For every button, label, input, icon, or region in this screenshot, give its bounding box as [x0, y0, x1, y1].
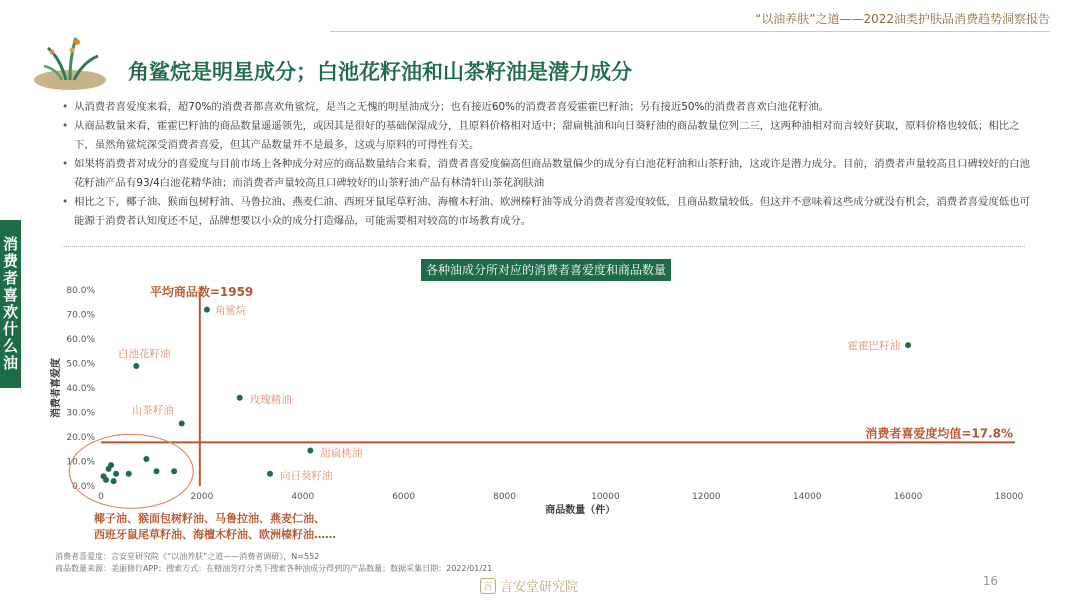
point-label: 向日葵籽油: [279, 469, 333, 482]
x-tick-label: 12000: [692, 492, 721, 502]
data-point: [108, 462, 114, 468]
report-title: “以油养肤”之道——2022油类护肤品消费趋势洞察报告: [755, 12, 1050, 26]
side-tab: [0, 220, 21, 388]
scatter-chart: [40, 278, 1040, 548]
data-point: [267, 471, 273, 477]
data-point: [905, 342, 911, 348]
data-point: [143, 456, 149, 462]
source-line: 消费者喜爱度：言安堂研究院《“以油养肤”之道——消费者调研》，N=552: [55, 552, 320, 561]
data-point: [126, 471, 132, 477]
x-tick-label: 8000: [493, 492, 517, 502]
data-point: [111, 478, 117, 484]
y-tick-label: 50.0%: [66, 359, 95, 370]
data-point: [103, 477, 109, 483]
x-tick-label: 10000: [591, 492, 620, 502]
data-point: [179, 421, 185, 427]
brand-name: 言安堂研究院: [500, 580, 579, 595]
y-axis-title: 消费者喜爱度: [51, 358, 62, 418]
x-tick-label: 16000: [893, 492, 923, 502]
brand-footer: [480, 576, 578, 595]
avg-count-label: 平均商品数=1959: [149, 285, 254, 299]
point-label: 霍霍巴籽油: [847, 340, 901, 353]
x-tick-label: 18000: [994, 492, 1024, 502]
data-point: [153, 468, 159, 474]
y-tick-label: 40.0%: [66, 384, 95, 394]
data-point: [171, 468, 177, 474]
y-tick-label: 80.0%: [66, 286, 95, 296]
bullet-item: • 如果将消费者对成分的喜爱度与目前市场上各种成分对应的商品数量结合来看，消费者喜爱度偏高但商品数量偏少的成分有白池花籽油和山茶籽油，这或许是潜力成分。目前，消费者声量较高且口碑较好的白池花籽油产品有93/4白池花精华油；而消费者声量较高且口碑较好的山茶籽油产品有林清轩山茶花润肤油: [62, 155, 1037, 193]
side-tab-label: 消费者喜欢什么油: [1, 236, 19, 372]
y-tick-label: 0.0%: [72, 482, 95, 492]
headline: 角鲨烷是明星成分；白池花籽油和山茶籽油是潜力成分: [128, 60, 632, 84]
x-tick-label: 0: [98, 492, 104, 502]
y-tick-label: 10.0%: [66, 457, 95, 468]
section-divider: [62, 246, 1025, 247]
brand-logo-icon: 言: [480, 578, 496, 594]
bullet-item: • 从商品数量来看，霍霍巴籽油的商品数量遥遥领先，或因其是很好的基础保湿成分，且原料价格相对适中；甜扁桃油和向日葵籽油的商品数量位列二三，这两种油相对而言较好获取，原料价格也较低；相比之下，虽然角鲨烷深受消费者喜爱，但其产品数量并不是最多，这或与原料的可得性有关。: [62, 117, 1037, 155]
y-tick-label: 30.0%: [66, 408, 95, 419]
chart-title: 各种油成分所对应的消费者喜爱度和商品数量: [421, 259, 671, 281]
avg-preference-label: 消费者喜爱度均值=17.8%: [865, 426, 1013, 441]
point-label: 山茶籽油: [131, 404, 174, 417]
y-tick-label: 70.0%: [66, 310, 95, 321]
y-tick-label: 60.0%: [66, 335, 95, 345]
data-point: [113, 471, 119, 477]
x-tick-label: 14000: [792, 492, 822, 502]
data-point: [307, 447, 313, 453]
x-tick-label: 6000: [392, 492, 416, 502]
bullet-item: • 从消费者喜爱度来看，超70%的消费者都喜欢角鲨烷，是当之无愧的明星油成分；也有接近60%的消费者喜爱霍霍巴籽油；另有接近50%的消费者喜欢白池花籽油。: [62, 98, 1037, 117]
x-tick-label: 4000: [291, 492, 315, 502]
data-point: [133, 363, 139, 369]
page-number: 16: [982, 574, 998, 588]
data-point: [237, 395, 243, 401]
x-tick-label: 2000: [190, 492, 214, 502]
x-axis-title: 商品数量（件）: [545, 505, 616, 516]
point-label: 白池花籽油: [118, 347, 171, 360]
point-label: 角鲨烷: [214, 304, 247, 317]
header-rule: [330, 31, 1050, 32]
y-tick-label: 20.0%: [66, 433, 95, 443]
cluster-caption-line: 西班牙鼠尾草籽油、海檀木籽油、欧洲榛籽油……: [94, 528, 336, 541]
bullet-list: [62, 98, 1037, 231]
source-notes: [55, 551, 492, 574]
bullet-item: • 相比之下，椰子油、猴面包树籽油、马鲁拉油、燕麦仁油、西班牙鼠尾草籽油、海檀木籽油、欧洲榛籽油等成分消费者喜爱度较低，且商品数量较低。但这并不意味着这些成分就没有机会，消费者喜爱度低也可能源于消费者认知度还不足，品牌想要以小众的成分打造爆品，可能需要相对较高的市场教育成分。: [62, 193, 1037, 231]
point-label: 玫瑰精油: [249, 393, 292, 406]
cluster-caption-line: 椰子油、猴面包树籽油、马鲁拉油、燕麦仁油、: [94, 512, 325, 525]
point-label: 甜扁桃油: [320, 447, 363, 460]
plant-logo-icon: [32, 30, 112, 90]
data-point: [204, 307, 210, 313]
source-line: 商品数量来源：美丽修行APP；搜索方式：在精油芳疗分类下搜索各种油成分得到的产品数量；数据采集日期：2022/01/21: [55, 563, 493, 573]
